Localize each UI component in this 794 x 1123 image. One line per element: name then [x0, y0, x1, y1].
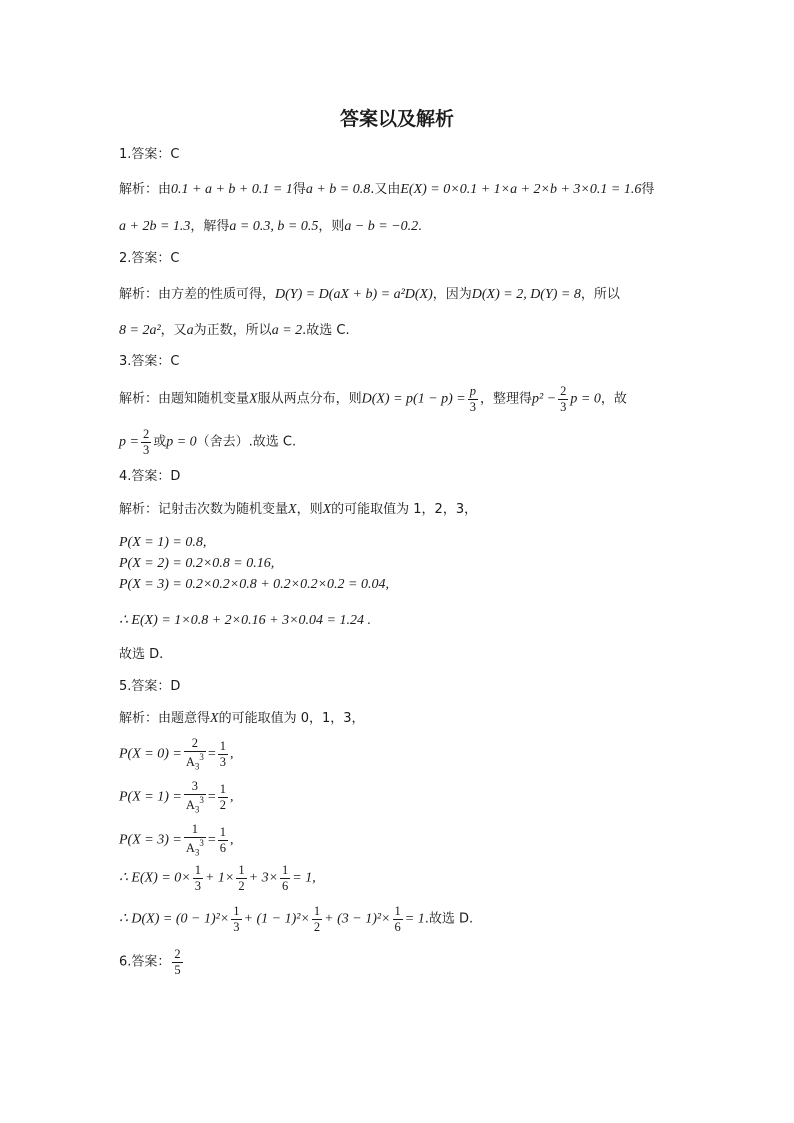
fraction-denominator: 3 [560, 399, 567, 414]
q1-text: . [418, 219, 422, 234]
fraction-numerator: 2 [174, 947, 181, 961]
fraction-numerator: p [469, 384, 476, 398]
fraction-denominator [184, 752, 206, 772]
fraction-numerator: 1 [194, 863, 201, 877]
q5-fraction [218, 826, 228, 854]
equals-sign: = [207, 789, 216, 805]
q5-fraction [393, 905, 403, 933]
fraction-numerator: 2 [142, 427, 150, 441]
fraction-numerator: 1 [394, 904, 401, 918]
comma: , [230, 789, 234, 805]
q3-variable: X [249, 391, 258, 407]
q6-answer [119, 948, 185, 976]
q3-fraction [558, 385, 568, 413]
q5-equation: = 1, [292, 870, 316, 886]
q5-fraction [280, 864, 290, 892]
q4-answer: 4.答案：D [119, 469, 181, 484]
arrangement-superscript: 3 [199, 794, 204, 805]
q1-equation: a − b = −0.2 [344, 219, 419, 234]
fraction-denominator: 2 [219, 797, 227, 812]
q5-fraction [184, 737, 206, 771]
fraction-numerator: 3 [184, 780, 206, 795]
q2-text: 解析：由方差的性质可得， [119, 287, 276, 302]
q3-text: 解析：由题知随机变量 [119, 391, 250, 407]
fraction-numerator: 1 [219, 825, 227, 839]
q2-explanation-line-2 [119, 320, 350, 341]
comma: , [230, 746, 234, 762]
fraction-denominator: 2 [238, 878, 245, 893]
q5-probability-0 [119, 737, 234, 771]
arrangement-superscript: 3 [199, 751, 204, 762]
fraction-numerator: 1 [238, 863, 245, 877]
q1-equation: a + b = 0.8 [305, 182, 371, 197]
q4-text: 解析：记射击次数为随机变量 [119, 502, 289, 517]
q5-fraction [236, 864, 246, 892]
equals-sign: = [207, 832, 216, 848]
q4-probability-1: P(X = 1) = 0.8, [119, 535, 207, 550]
q3-text: 服从两点分布，则 [257, 391, 362, 407]
q3-fraction [468, 385, 478, 413]
q5-equation: P(X = 0) = [119, 746, 182, 762]
q5-equation: ∴ E(X) = 0× [119, 870, 191, 886]
fraction-denominator: 6 [394, 919, 401, 934]
fraction-denominator: 5 [174, 962, 181, 977]
q2-answer: 2.答案：C [119, 251, 180, 266]
q4-text: ，则 [296, 502, 323, 517]
q2-equation: 8 = 2a² [119, 323, 161, 338]
q4-expectation: ∴ E(X) = 1×0.8 + 2×0.16 + 3×0.04 = 1.24 . [119, 613, 371, 628]
equals-sign: = [207, 746, 216, 762]
q5-fraction [193, 864, 203, 892]
q1-text: .又由 [370, 182, 401, 197]
fraction-numerator: 2 [184, 737, 206, 752]
q2-text: ，又 [160, 323, 187, 338]
q6-fraction [172, 948, 182, 976]
q1-text: 解析：由 [119, 182, 172, 197]
q3-explanation-line-2 [119, 428, 296, 456]
q5-variance [119, 905, 473, 933]
q5-variable: X [210, 711, 219, 726]
q5-equation: P(X = 1) = [119, 789, 182, 805]
q2-explanation-line-1 [119, 284, 620, 305]
q3-answer: 3.答案：C [119, 354, 180, 369]
q1-text: 得 [292, 182, 306, 197]
fraction-numerator: 1 [282, 863, 289, 877]
q3-equation: p = 0 [166, 434, 197, 450]
q5-explanation-line-1 [119, 708, 365, 729]
q2-equation: D(Y) = D(aX + b) = a²D(X) [275, 287, 433, 302]
q5-equation: + 3× [248, 870, 279, 886]
q5-probability-3 [119, 823, 234, 857]
q3-text: ，故 [600, 391, 627, 407]
q5-fraction [231, 905, 241, 933]
q5-fraction [218, 783, 228, 811]
q5-equation: + 1× [204, 870, 235, 886]
q5-equation: ∴ D(X) = (0 − 1)²× [119, 911, 230, 927]
q3-equation: p = [119, 434, 139, 450]
q4-probability-3: P(X = 3) = 0.2×0.2×0.8 + 0.2×0.2×0.2 = 0.04, [119, 577, 390, 592]
q3-equation: D(X) = p(1 − p) = [361, 391, 466, 407]
q1-text: ，解得 [190, 219, 230, 234]
q4-probability-2: P(X = 2) = 0.2×0.8 = 0.16, [119, 556, 275, 571]
arrangement-subscript: 3 [194, 761, 200, 771]
fraction-numerator: 1 [184, 823, 206, 838]
q3-explanation-line-1 [119, 385, 627, 413]
q5-answer: 5.答案：D [119, 679, 181, 694]
q2-equation: D(X) = 2, D(Y) = 8 [471, 287, 581, 302]
q5-expectation [119, 864, 316, 892]
q5-probability-1 [119, 780, 234, 814]
fraction-numerator: 1 [219, 739, 227, 753]
q1-equation: a = 0.3, b = 0.5 [229, 219, 319, 234]
arrangement-symbol: A [185, 754, 195, 769]
arrangement-subscript: 3 [194, 847, 200, 857]
q4-text: 的可能取值为 1，2，3， [331, 502, 478, 517]
q3-text: 或 [153, 434, 167, 450]
q3-text: （舍去）.故选 C. [196, 434, 297, 450]
q5-equation: P(X = 3) = [119, 832, 182, 848]
q1-text: ，则 [318, 219, 345, 234]
fraction-denominator: 3 [194, 878, 201, 893]
arrangement-superscript: 3 [199, 837, 204, 848]
fraction-denominator [184, 795, 206, 815]
q3-equation: p = 0 [570, 391, 601, 407]
q1-answer: 1.答案：C [119, 147, 180, 162]
q1-explanation-line-2 [119, 216, 422, 237]
fraction-denominator: 6 [219, 840, 227, 855]
q5-text: 的可能取值为 0，1，3， [218, 711, 365, 726]
arrangement-symbol: A [185, 797, 195, 812]
q1-equation: 0.1 + a + b + 0.1 = 1 [171, 182, 293, 197]
q5-equation: + (3 − 1)²× [324, 911, 391, 927]
q1-explanation-line-1 [119, 179, 654, 200]
q4-conclusion: 故选 D. [119, 647, 164, 662]
q4-explanation-line-1 [119, 499, 477, 520]
q5-fraction [184, 780, 206, 814]
fraction-denominator: 3 [469, 399, 476, 414]
fraction-denominator: 6 [282, 878, 289, 893]
q1-equation: E(X) = 0×0.1 + 1×a + 2×b + 3×0.1 = 1.6 [400, 182, 642, 197]
arrangement-subscript: 3 [194, 804, 200, 814]
fraction-denominator [184, 838, 206, 858]
q1-equation: a + 2b = 1.3 [119, 219, 191, 234]
arrangement-symbol: A [185, 840, 195, 855]
q3-fraction [141, 428, 151, 456]
q5-fraction [184, 823, 206, 857]
fraction-numerator: 1 [219, 782, 227, 796]
fraction-numerator: 1 [313, 904, 321, 918]
q4-variable: X [322, 502, 332, 517]
comma: , [230, 832, 234, 848]
q5-equation: + (1 − 1)²× [243, 911, 310, 927]
q3-text: ，整理得 [480, 391, 533, 407]
q5-text: 解析：由题意得 [119, 711, 211, 726]
q2-text: ，因为 [432, 287, 472, 302]
q4-variable: X [288, 502, 297, 517]
q5-conclusion: .故选 D. [424, 911, 474, 927]
q2-variable: a [186, 323, 194, 338]
fraction-denominator: 2 [313, 919, 321, 934]
fraction-denominator: 3 [233, 919, 240, 934]
fraction-denominator: 3 [219, 754, 227, 769]
q2-text: 为正数，所以 [193, 323, 272, 338]
q1-text: 得 [641, 182, 655, 197]
document-title: 答案以及解析 [339, 108, 454, 130]
q2-equation: a = 2 [271, 323, 303, 338]
fraction-denominator: 3 [142, 442, 150, 457]
q2-text: .故选 C. [302, 323, 350, 338]
fraction-numerator: 1 [233, 904, 240, 918]
q5-equation: = 1 [404, 911, 425, 927]
q5-fraction [218, 740, 228, 768]
q3-equation: p² − [532, 391, 557, 407]
q2-text: ，所以 [580, 287, 620, 302]
q5-fraction [312, 905, 322, 933]
fraction-numerator: 2 [560, 384, 567, 398]
q6-label: 6.答案： [119, 954, 171, 970]
